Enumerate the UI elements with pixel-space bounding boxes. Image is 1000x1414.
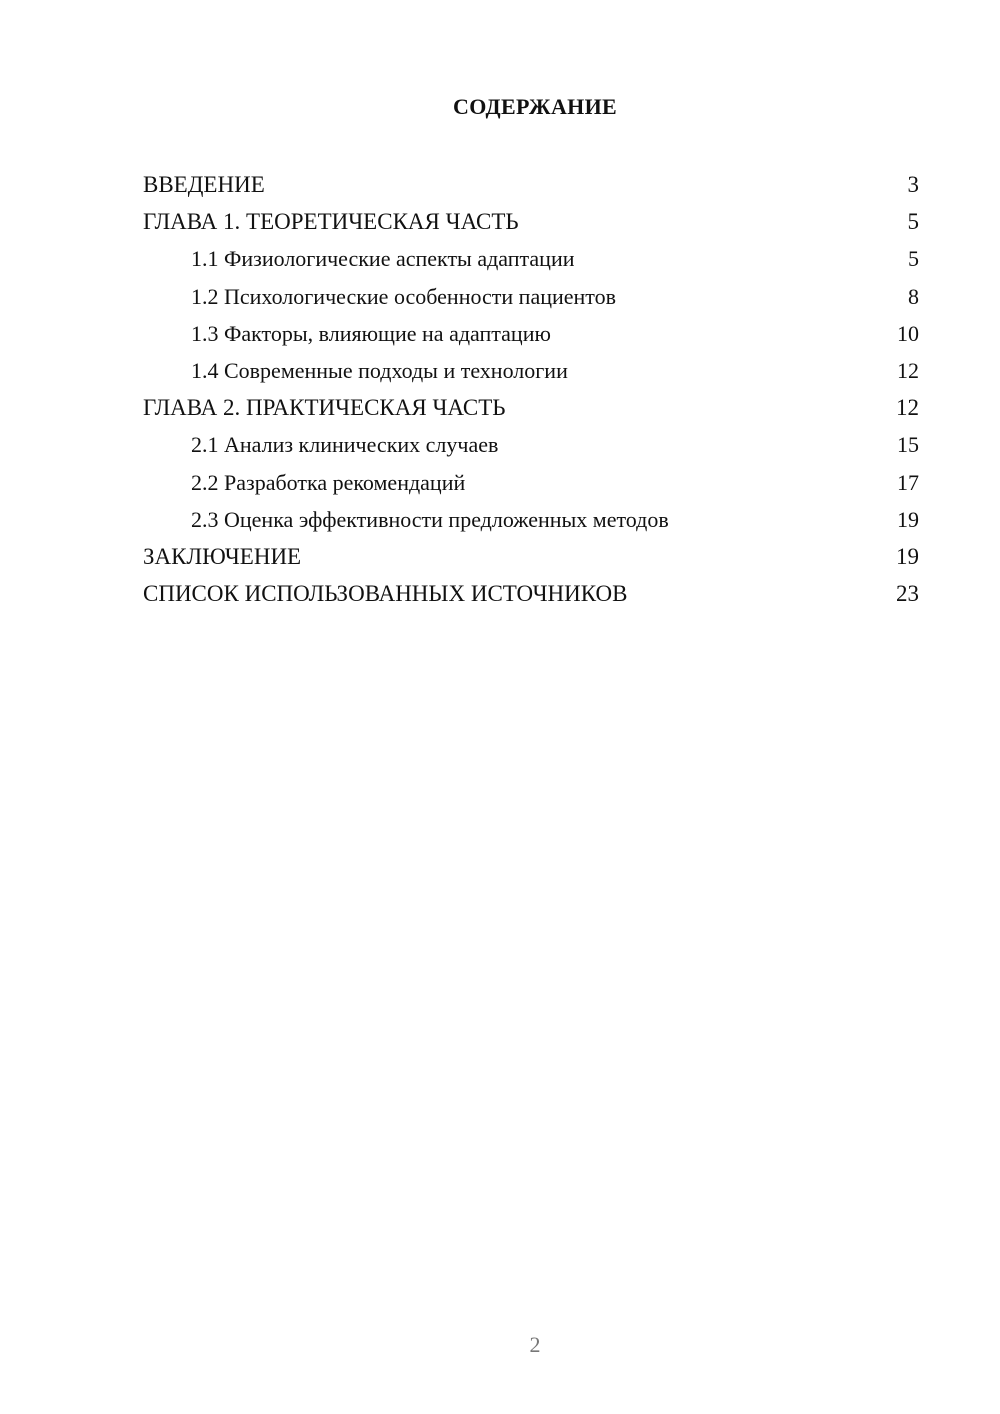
- toc-entry-label: 2.1 Анализ клинических случаев: [191, 432, 499, 458]
- toc-entry-page: 5: [908, 246, 919, 272]
- toc-entry-section-1-2: [143, 278, 919, 315]
- toc-entry-page: 3: [907, 172, 919, 197]
- toc-entry-label: 1.4 Современные подходы и технологии: [191, 357, 568, 383]
- toc-entry-section-1-3: [143, 315, 919, 352]
- toc-entry-section-2-1: [143, 426, 919, 463]
- toc-entry-label: ГЛАВА 2. ПРАКТИЧЕСКАЯ ЧАСТЬ: [143, 395, 506, 421]
- toc-entry-page: 10: [897, 320, 919, 346]
- page-number: 2: [529, 1332, 541, 1357]
- toc-entry-section-2-3: [143, 501, 919, 538]
- toc-entry-page: 8: [908, 283, 919, 309]
- toc-entry-page: 5: [907, 209, 919, 235]
- toc-entry-introduction: [143, 166, 919, 203]
- toc-entry-label: СПИСОК ИСПОЛЬЗОВАННЫХ ИСТОЧНИКОВ: [143, 581, 628, 607]
- toc-entry-chapter-2: [143, 389, 919, 426]
- toc-entry-references: [143, 575, 919, 612]
- toc-entry-page: 17: [897, 469, 919, 495]
- toc-entry-page: 23: [896, 581, 919, 607]
- toc-entry-chapter-1: [143, 203, 919, 240]
- toc-entry-section-1-4: [143, 352, 919, 389]
- toc-entry-page: 15: [897, 432, 919, 458]
- toc-entry-label: ВВЕДЕНИЕ: [143, 172, 265, 197]
- toc-title: СОДЕРЖАНИЕ: [453, 94, 617, 119]
- toc-entry-label: 1.1 Физиологические аспекты адаптации: [191, 246, 575, 272]
- toc-entry-label: 2.2 Разработка рекомендаций: [191, 469, 466, 495]
- toc-entry-label: ГЛАВА 1. ТЕОРЕТИЧЕСКАЯ ЧАСТЬ: [143, 209, 519, 235]
- toc-entry-page: 19: [896, 543, 919, 569]
- table-of-contents: [143, 166, 919, 612]
- toc-entry-label: ЗАКЛЮЧЕНИЕ: [143, 543, 302, 569]
- toc-entry-conclusion: [143, 538, 919, 575]
- toc-entry-label: 2.3 Оценка эффективности предложенных методов: [191, 506, 669, 532]
- toc-entry-page: 19: [897, 506, 919, 532]
- toc-entry-section-2-2: [143, 464, 919, 501]
- toc-entry-section-1-1: [143, 240, 919, 277]
- toc-entry-label: 1.2 Психологические особенности пациентов: [191, 283, 617, 309]
- toc-entry-page: 12: [896, 395, 919, 421]
- toc-entry-page: 12: [897, 357, 919, 383]
- toc-entry-label: 1.3 Факторы, влияющие на адаптацию: [191, 320, 551, 346]
